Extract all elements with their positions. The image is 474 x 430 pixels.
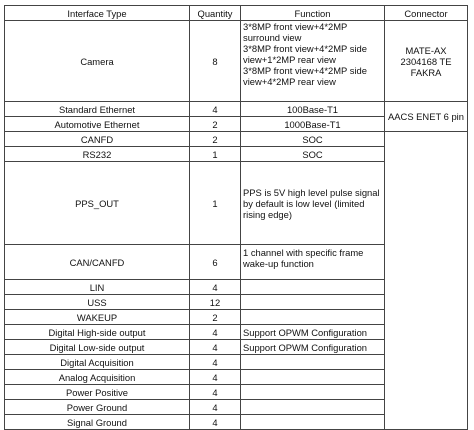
function-line: rising edge) [243,208,292,220]
function-line: surround view [243,32,302,43]
cell-interface-type: LIN [5,280,190,295]
cell-interface-type: CANFD [5,132,190,147]
cell-function [241,21,385,102]
cell-quantity: 4 [190,385,241,400]
table-row [5,21,468,102]
cell-connector-empty [385,132,468,430]
cell-quantity: 4 [190,102,241,117]
cell-interface-type: WAKEUP [5,310,190,325]
cell-function: SOC [241,132,385,147]
cell-quantity: 4 [190,400,241,415]
cell-interface-type: Analog Acquisition [5,370,190,385]
cell-quantity: 4 [190,280,241,295]
function-line: PPS is 5V high level pulse signal [243,186,380,198]
cell-function [241,415,385,430]
function-line: 3*8MP front view+4*2MP [243,21,348,32]
cell-function [241,355,385,370]
cell-function: Support OPWM Configuration [241,325,385,340]
cell-quantity: 2 [190,310,241,325]
cell-quantity: 1 [190,147,241,162]
table-row [5,102,468,117]
cell-interface-type: USS [5,295,190,310]
cell-connector: AACS ENET 6 pin [385,102,468,132]
cell-function [241,400,385,415]
header-function: Function [241,6,385,21]
cell-function [241,280,385,295]
cell-quantity: 4 [190,415,241,430]
connector-line: MATE-AX [405,44,447,56]
header-quantity: Quantity [190,6,241,21]
cell-function: SOC [241,147,385,162]
cell-function [241,385,385,400]
cell-quantity: 6 [190,245,241,280]
connector-line: 2304168 TE [400,55,452,67]
header-row [5,6,468,21]
cell-quantity: 4 [190,370,241,385]
cell-interface-type: CAN/CANFD [5,245,190,280]
cell-interface-type: Digital Low-side output [5,340,190,355]
cell-interface-type: RS232 [5,147,190,162]
cell-function [241,162,385,245]
cell-connector [385,21,468,102]
cell-quantity: 4 [190,355,241,370]
cell-function [241,245,385,280]
cell-function: 100Base-T1 [241,102,385,117]
cell-quantity: 12 [190,295,241,310]
cell-function [241,370,385,385]
cell-interface-type: Digital Acquisition [5,355,190,370]
cell-quantity: 4 [190,340,241,355]
cell-interface-type: Camera [5,21,190,102]
header-interface-type: Interface Type [5,6,190,21]
function-line: 1 channel with specific frame [243,247,364,258]
function-line: 3*8MP front view+4*2MP side [243,43,367,54]
function-line: view+1*2MP rear view [243,54,336,65]
cell-quantity: 2 [190,117,241,132]
cell-function [241,310,385,325]
cell-quantity: 1 [190,162,241,245]
cell-interface-type: Automotive Ethernet [5,117,190,132]
cell-interface-type: PPS_OUT [5,162,190,245]
cell-interface-type: Signal Ground [5,415,190,430]
cell-interface-type: Standard Ethernet [5,102,190,117]
cell-function: 1000Base-T1 [241,117,385,132]
cell-function: Support OPWM Configuration [241,340,385,355]
cell-quantity: 4 [190,325,241,340]
cell-quantity: 2 [190,132,241,147]
header-connector: Connector [385,6,468,21]
connector-line: FAKRA [410,66,442,78]
interface-spec-table [4,5,468,430]
cell-interface-type: Power Ground [5,400,190,415]
function-line: 3*8MP front view+4*2MP side [243,65,367,76]
function-line: by default is low level (limited [243,197,365,209]
cell-interface-type: Power Positive [5,385,190,400]
cell-quantity: 8 [190,21,241,102]
cell-interface-type: Digital High-side output [5,325,190,340]
function-line: wake-up function [243,258,314,269]
cell-function [241,295,385,310]
table-row [5,132,468,147]
function-line: view+4*2MP rear view [243,76,336,87]
